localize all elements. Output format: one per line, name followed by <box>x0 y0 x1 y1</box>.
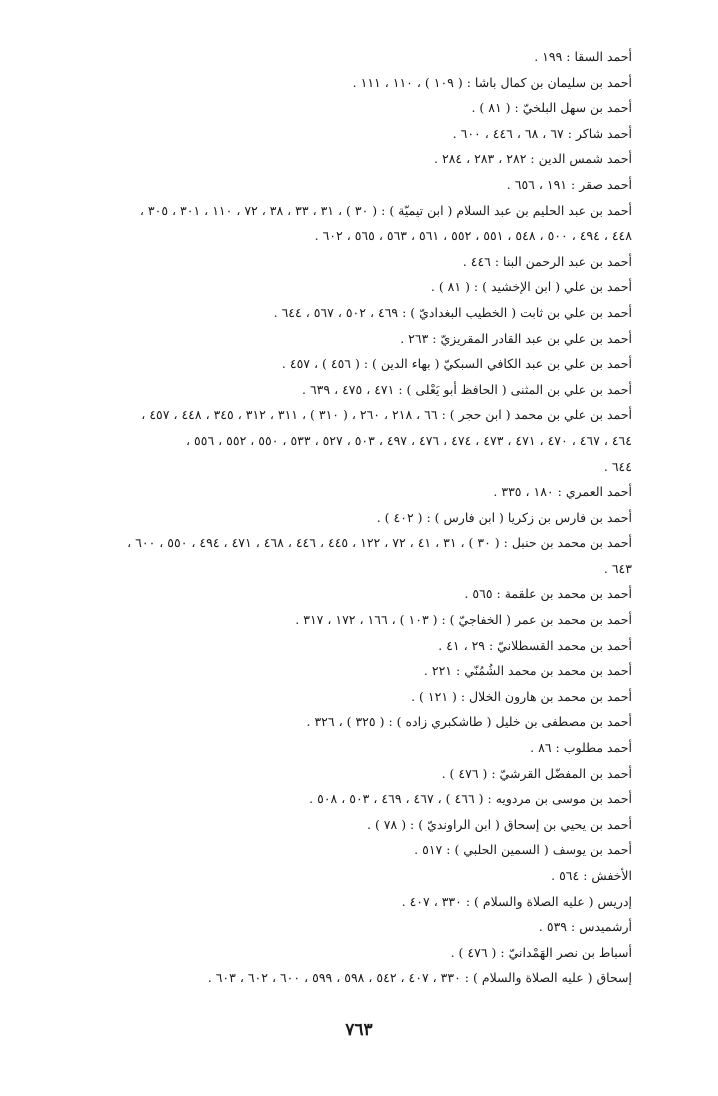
index-entry: أحمد صقر : ١٩١ ، ٦٥٦ . <box>506 176 632 192</box>
index-entry: أحمد بن فارس بن زكريا ( ابن فارس ) : ( ٤٠٢ ) . <box>376 509 632 525</box>
index-entry: أحمد بن محمد بن حنبل : ( ٣٠ ) ، ٣١ ، ٤١ ، ٧٢ ، ١٢٢ ، ٤٤٥ ، ٤٤٦ ، ٤٦٨ ، ٤٧١ ، ٤٩٤ ، ٥٥٠ ، ٦٠٠ ، <box>127 535 632 551</box>
index-entry: أحمد بن محمد بن هارون الخلال : ( ١٢١ ) . <box>411 688 632 704</box>
index-entry-continuation: ٤٤٨ ، ٤٩٤ ، ٥٠٠ ، ٥٤٨ ، ٥٥١ ، ٥٥٢ ، ٥٦١ ، ٥٦٣ ، ٥٦٥ ، ٦٠٢ . <box>314 228 632 244</box>
index-entry: أحمد بن عبد الرحمن البنا : ٤٤٦ . <box>462 253 632 269</box>
index-entry-continuation: ٦٤٤ . <box>603 458 632 474</box>
index-entry: إسحاق ( عليه الصلاة والسلام ) : ٣٣٠ ، ٤٠٧ ، ٥٤٢ ، ٥٩٨ ، ٥٩٩ ، ٦٠٠ ، ٦٠٢ ، ٦٠٣ . <box>207 970 632 986</box>
index-entry: أحمد السقا : ١٩٩ . <box>534 49 632 64</box>
index-page <box>102 44 632 991</box>
index-entry: أحمد بن علي بن ثابت ( الخطيب البغداديّ ) : ٤٦٩ ، ٥٠٢ ، ٥٦٧ ، ٦٤٤ . <box>273 304 632 320</box>
index-entry: أحمد بن علي بن المثنى ( الحافظ أبو يَعْلى ) : ٤٧١ ، ٤٧٥ ، ٦٣٩ . <box>301 381 632 397</box>
index-entry: أحمد بن عبد الحليم بن عبد السلام ( ابن تيميّة ) : ( ٣٠ ) ، ٣١ ، ٣٣ ، ٣٨ ، ٧٢ ، ١١٠ ، ٣٠١ ، ٣٠٥ ، <box>139 202 632 218</box>
index-entry: أحمد بن محمد القسطلانيّ : ٢٩ ، ٤١ . <box>438 637 632 653</box>
index-entry: إدريس ( عليه الصلاة والسلام ) : ٣٣٠ ، ٤٠٧ . <box>401 893 632 909</box>
index-entry: أحمد بن يوسف ( السمين الحلبي ) : ٥١٧ . <box>414 842 632 858</box>
index-entry: أحمد بن علي ( ابن الإخشيد ) : ( ٨١ ) . <box>430 279 632 295</box>
index-entry-continuation: ٤٦٤ ، ٤٦٧ ، ٤٧٠ ، ٤٧١ ، ٤٧٣ ، ٤٧٤ ، ٤٧٦ ، ٤٩٧ ، ٥٠٣ ، ٥٢٧ ، ٥٣٣ ، ٥٥٠ ، ٥٥٢ ، ٥٥٦ ، <box>186 432 632 448</box>
index-entry: أحمد بن علي بن عبد الكافي السبكيّ ( بهاء الدين ) : ( ٤٥٦ ) ، ٤٥٧ . <box>281 356 632 372</box>
index-entry: أرشميدس : ٥٣٩ . <box>538 919 632 935</box>
index-entry: أحمد بن موسى بن مردويه : ( ٤٦٦ ) ، ٤٦٧ ، ٤٦٩ ، ٥٠٣ ، ٥٠٨ . <box>309 791 632 807</box>
index-entry: الأخفش : ٥٦٤ . <box>551 868 632 883</box>
index-entry: أحمد العمري : ١٨٠ ، ٣٣٥ . <box>493 484 632 500</box>
index-entry: أحمد بن علي بن محمد ( ابن حجر ) : ٦٦ ، ٢١٨ ، ٢٦٠ ، ( ٣١٠ ) ، ٣١١ ، ٣١٢ ، ٣٤٥ ، ٤٤٨ ، ٤٥٧ ، <box>141 407 632 423</box>
index-entry: أحمد مطلوب : ٨٦ . <box>530 740 632 756</box>
index-entry: أحمد بن محمد بن محمد الشُمُنّي : ٢٢١ . <box>423 663 632 679</box>
page-number: ٧٦٣ <box>345 1020 373 1040</box>
index-entry: أحمد شمس الدين : ٢٨٢ ، ٢٨٣ ، ٢٨٤ . <box>434 151 632 167</box>
index-entry: أحمد بن يحيي بن إسحاق ( ابن الراونديّ ) : ( ٧٨ ) . <box>367 816 632 832</box>
index-entry: أحمد بن محمد بن عمر ( الخفاجيّ ) : ( ١٠٣ ) ، ١٦٦ ، ١٧٢ ، ٣١٧ . <box>295 612 632 628</box>
index-entry: أحمد شاكر : ٦٧ ، ٦٨ ، ٤٤٦ ، ٦٠٠ . <box>452 125 632 141</box>
index-entry: أحمد بن محمد بن علقمة : ٥٦٥ . <box>464 586 632 602</box>
index-entry: أحمد بن سهل البلخيّ : ( ٨١ ) . <box>471 100 632 116</box>
index-entry: أسباط بن نصر الهَمْدانيّ : ( ٤٧٦ ) . <box>450 944 632 960</box>
index-entry-continuation: ٦٤٣ . <box>603 560 632 576</box>
index-entry: أحمد بن علي بن عبد القادر المقريزيّ : ٢٦٣ . <box>400 330 632 346</box>
index-entry: أحمد بن المفضّل القرشيّ : ( ٤٧٦ ) . <box>441 765 632 781</box>
index-entry: أحمد بن مصطفى بن خليل ( طاشكبري زاده ) : ( ٣٢٥ ) ، ٣٢٦ . <box>306 714 632 730</box>
index-entry: أحمد بن سليمان بن كمال باشا : ( ١٠٩ ) ، ١١٠ ، ١١١ . <box>352 74 632 90</box>
